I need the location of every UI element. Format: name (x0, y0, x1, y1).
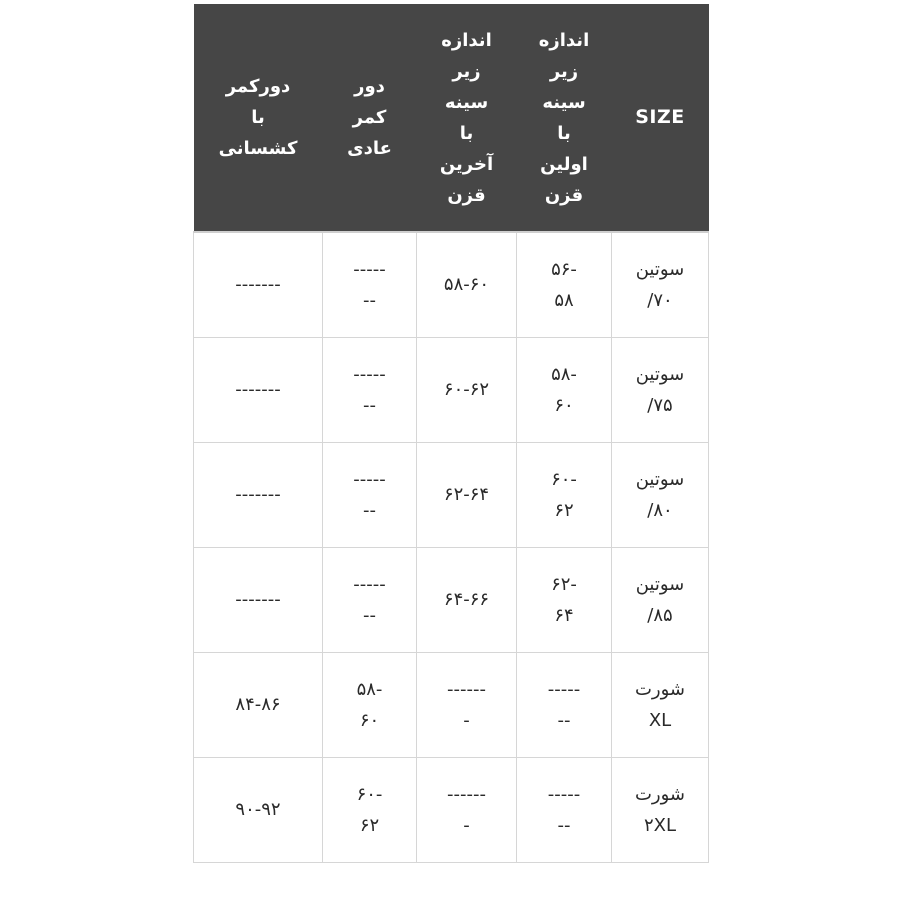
cell-elastic-waist: ------- (194, 337, 323, 442)
cell-size: سوتین ۸۵/ (612, 547, 709, 652)
cell-underbust-last-hook: ۵۸-۶۰ (417, 232, 517, 337)
cell-regular-waist: -۵۸ ۶۰ (323, 652, 417, 757)
cell-underbust-first-hook: -۵۶ ۵۸ (517, 232, 612, 337)
header-size: SIZE (635, 106, 685, 128)
header-regular-waist: دور کمر عادی (347, 76, 392, 159)
table-row (194, 757, 709, 862)
cell-underbust-first-hook: -۶۲ ۶۴ (517, 547, 612, 652)
table-header-row (194, 4, 709, 232)
cell-size: سوتین ۷۰/ (612, 232, 709, 337)
cell-underbust-last-hook: ۶۴-۶۶ (417, 547, 517, 652)
size-chart-table (193, 4, 709, 863)
table-row (194, 232, 709, 337)
cell-underbust-first-hook: -۵۸ ۶۰ (517, 337, 612, 442)
cell-underbust-last-hook: ------ - (417, 652, 517, 757)
header-underbust-first-hook: اندازه زیر سینه با اولین قزن (538, 29, 590, 206)
cell-underbust-last-hook: ۶۰-۶۲ (417, 337, 517, 442)
cell-underbust-first-hook: -۶۰ ۶۲ (517, 442, 612, 547)
cell-underbust-last-hook: ۶۲-۶۴ (417, 442, 517, 547)
cell-elastic-waist: ------- (194, 547, 323, 652)
cell-size: سوتین ۷۵/ (612, 337, 709, 442)
cell-regular-waist: ----- -- (323, 232, 417, 337)
cell-elastic-waist: ------- (194, 442, 323, 547)
cell-elastic-waist: ۹۰-۹۲ (194, 757, 323, 862)
cell-elastic-waist: ۸۴-۸۶ (194, 652, 323, 757)
cell-regular-waist: -۶۰ ۶۲ (323, 757, 417, 862)
table-row (194, 442, 709, 547)
cell-underbust-first-hook: ----- -- (517, 652, 612, 757)
cell-regular-waist: ----- -- (323, 547, 417, 652)
cell-size: شورت XL (612, 652, 709, 757)
cell-size: شورت ۲XL (612, 757, 709, 862)
cell-underbust-last-hook: ------ - (417, 757, 517, 862)
cell-underbust-first-hook: ----- -- (517, 757, 612, 862)
table-row (194, 652, 709, 757)
cell-size: سوتین ۸۰/ (612, 442, 709, 547)
table-row (194, 547, 709, 652)
cell-elastic-waist: ------- (194, 232, 323, 337)
header-underbust-last-hook: اندازه زیر سینه با آخرین قزن (439, 29, 494, 206)
cell-regular-waist: ----- -- (323, 442, 417, 547)
header-elastic-waist: دورکمر با کشسانی (218, 76, 298, 159)
table-row (194, 337, 709, 442)
size-chart (193, 4, 708, 862)
cell-regular-waist: ----- -- (323, 337, 417, 442)
